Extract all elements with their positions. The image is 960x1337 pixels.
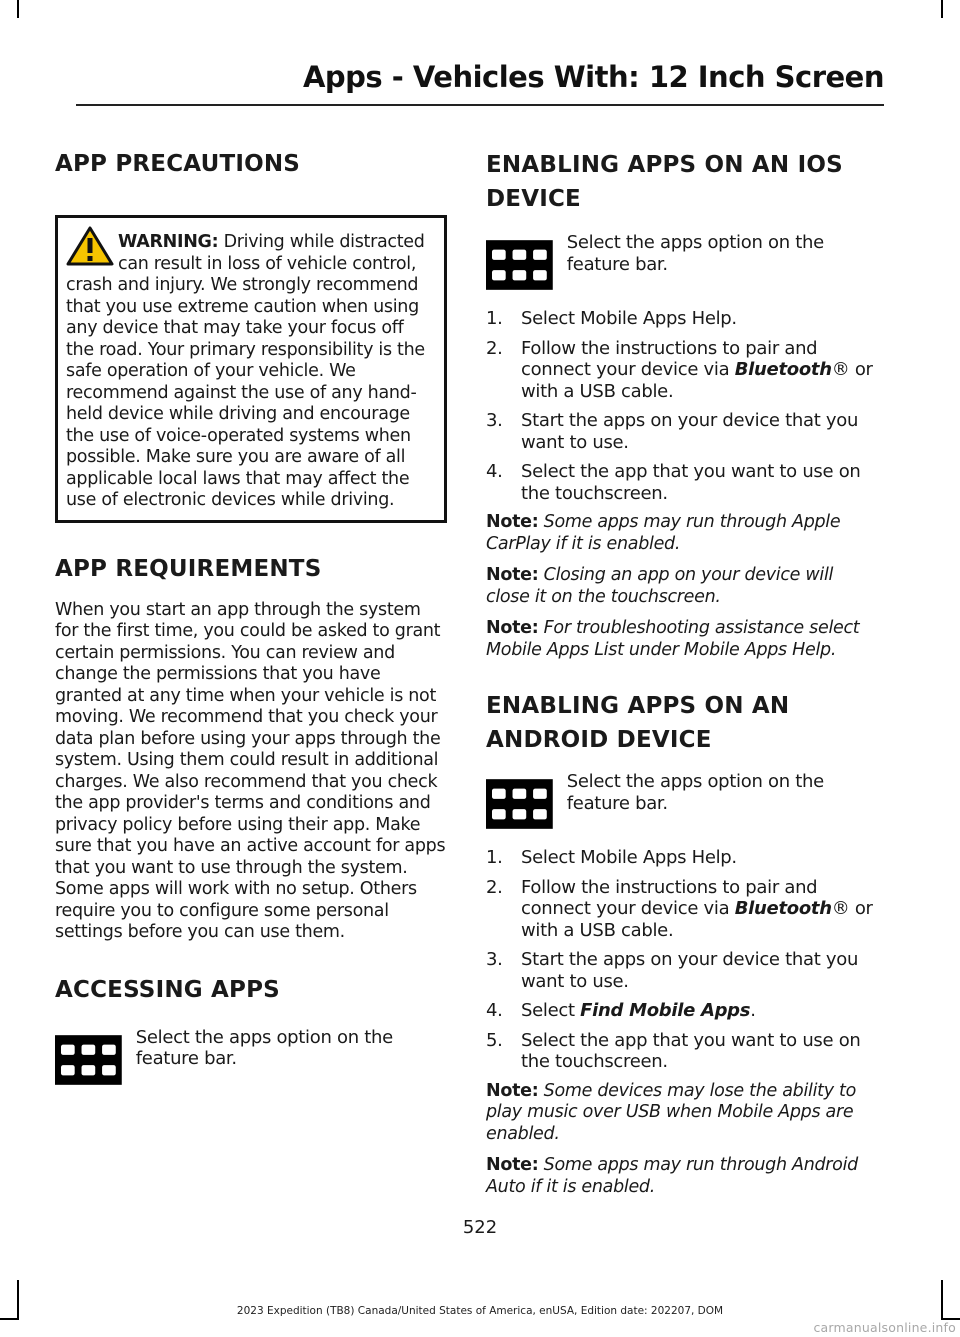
- requirements-body: When you start an app through the system for the first time, you could be asked to grant certain permissions. You can review and change the permissions that you have granted at any time when your vehicle is not moving. We recommend that you check your data plan before using your apps through the system. Using them could result in additional charges. We also recommend that you check the app provider's terms and conditions and privacy policy before using their app. Make sure that you have an active account for apps that you want to use through the system. Some apps will work with no setup. Others require you to configure some personal settings before you can use them.: [55, 599, 446, 942]
- step-text: Start the apps on your device that you want to use.: [521, 410, 859, 453]
- step-number: 1.: [486, 308, 503, 329]
- note-text: Some devices may lose the ability to play music over USB when Mobile Apps are enabled.: [486, 1080, 856, 1144]
- step-number: 5.: [486, 1029, 503, 1051]
- step-text: Follow the instructions to pair and connect your device via: [521, 337, 818, 380]
- section-heading-precautions: APP PRECAUTIONS: [55, 151, 301, 177]
- step-text: Select the app that you want to use on the touchscreen.: [521, 1029, 861, 1072]
- note: [486, 512, 878, 555]
- accessing-apps-step: [55, 1026, 447, 1089]
- note-label: Note:: [486, 1155, 539, 1175]
- page-title: Apps - Vehicles With: 12 Inch Screen: [302, 60, 884, 94]
- list-item: [486, 410, 878, 453]
- step-number: 3.: [486, 949, 503, 970]
- note-label: Note:: [486, 1080, 539, 1101]
- accessing-apps-text: Select the apps option on the feature bar.: [135, 1026, 393, 1069]
- note-text: Some apps may run through Apple CarPlay if it is enabled.: [486, 512, 841, 554]
- step-text: Select the app that you want to use on the touchscreen.: [521, 461, 861, 504]
- warning-text: Driving while distracted can result in loss of vehicle control, crash and injury. We strongly recommend that you use extreme caution when using any device that may take your focus off the road. Your primary responsibility is the safe operation of your vehicle. We recommend against the use of any hand-held device while driving and encourage the use of voice-operated systems when possible. Make sure you are aware of all applicable local laws that may affect the use of electronic devices while driving.: [66, 232, 425, 510]
- step-text: .: [750, 1000, 756, 1021]
- step-emphasis: Find Mobile Apps: [580, 1000, 751, 1021]
- list-item: [486, 338, 878, 403]
- right-column: [486, 148, 878, 1208]
- apps-grid-icon: [486, 236, 553, 294]
- list-item: [486, 1030, 878, 1073]
- warning-box: [55, 215, 447, 523]
- left-column: [55, 148, 447, 1089]
- section-heading-requirements: APP REQUIREMENTS: [55, 555, 322, 582]
- section-heading-accessing: ACCESSING APPS: [55, 976, 280, 1003]
- list-item: [486, 461, 878, 504]
- step-number: 1.: [486, 847, 503, 868]
- note: [486, 618, 878, 661]
- step-number: 4.: [486, 461, 503, 482]
- step-text: Select Mobile Apps Help.: [521, 847, 737, 868]
- list-item: [486, 877, 878, 942]
- step-text: Select: [521, 1000, 581, 1021]
- step-text: Select Mobile Apps Help.: [521, 308, 737, 329]
- apps-grid-icon: [486, 775, 553, 833]
- step-number: 2.: [486, 876, 503, 898]
- apps-grid-icon: [55, 1031, 122, 1089]
- note-text: Some apps may run through Android Auto if it is enabled.: [486, 1155, 858, 1197]
- note-label: Note:: [486, 565, 539, 585]
- note: [486, 565, 878, 608]
- note-text: Closing an app on your device will close it on the touchscreen.: [486, 565, 834, 607]
- ios-steps-list: [486, 308, 878, 504]
- list-item: [486, 949, 878, 992]
- crop-mark: [941, 0, 943, 18]
- warning-label: WARNING:: [118, 232, 219, 252]
- heading-line: ENABLING APPS ON AN IOS: [486, 152, 843, 178]
- note-label: Note:: [486, 618, 539, 638]
- heading-line: ANDROID DEVICE: [486, 727, 712, 753]
- step-emphasis: Bluetooth: [734, 359, 832, 380]
- note: [486, 1155, 878, 1198]
- list-item: [486, 847, 878, 869]
- heading-line: ENABLING APPS ON AN: [486, 693, 790, 719]
- header-divider: [76, 104, 884, 106]
- step-text: Follow the instructions to pair and connect your device via: [521, 876, 818, 919]
- note: [486, 1081, 878, 1146]
- crop-mark: [17, 0, 19, 18]
- warning-triangle-icon: [66, 226, 114, 266]
- watermark: carmanualsonline.info: [813, 1320, 956, 1335]
- ios-apps-step: [486, 232, 878, 294]
- list-item: [486, 1000, 878, 1022]
- step-number: 3.: [486, 410, 503, 431]
- android-apps-text: Select the apps option on the feature bar.: [566, 771, 824, 814]
- note-text: For troubleshooting assistance select Mobile Apps List under Mobile Apps Help.: [486, 618, 860, 660]
- ios-apps-text: Select the apps option on the feature bar.: [566, 232, 824, 275]
- step-emphasis: Bluetooth: [734, 898, 832, 919]
- step-text: ® or with a USB cable.: [521, 898, 873, 941]
- section-heading-ios: [486, 148, 878, 216]
- android-steps-list: [486, 847, 878, 1073]
- heading-line: DEVICE: [486, 186, 581, 212]
- android-apps-step: [486, 771, 878, 833]
- list-item: [486, 308, 878, 330]
- step-number: 4.: [486, 1000, 503, 1021]
- step-text: ® or with a USB cable.: [521, 359, 873, 402]
- note-label: Note:: [486, 512, 539, 532]
- section-heading-android: [486, 689, 878, 757]
- page-number: 522: [462, 1217, 498, 1238]
- step-number: 2.: [486, 337, 503, 359]
- step-text: Start the apps on your device that you want to use.: [521, 949, 859, 992]
- footer-edition: 2023 Expedition (TB8) Canada/United States of America, enUSA, Edition date: 202207, DOM: [236, 1305, 724, 1317]
